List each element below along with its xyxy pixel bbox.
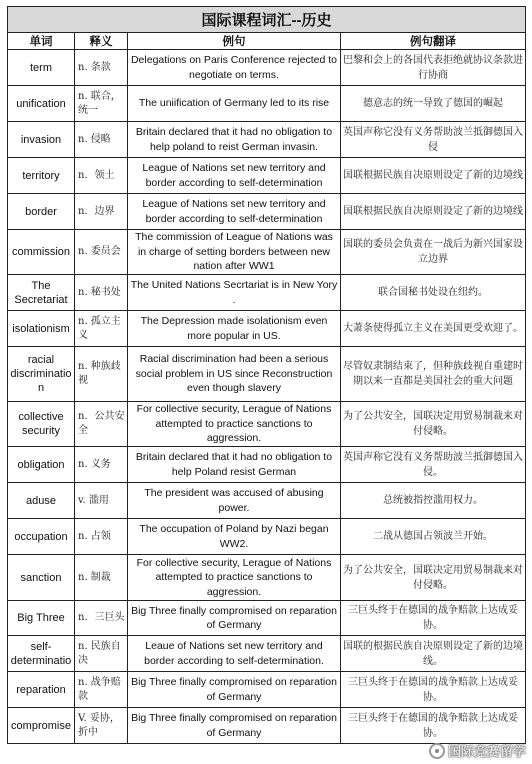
word-cell: occupation bbox=[8, 519, 75, 555]
translation-cell: 为了公共安全，国联决定用贸易制裁来对付侵略。 bbox=[341, 555, 526, 601]
example-cell: Big Three finally compromised on reparation of Germany bbox=[128, 672, 341, 708]
vocabulary-table bbox=[7, 6, 526, 744]
table-row bbox=[8, 347, 526, 402]
example-cell: Leaue of Nations set new territory and border according to self-determination. bbox=[128, 636, 341, 672]
table-row bbox=[8, 708, 526, 744]
pos-cell: n. 侵略 bbox=[75, 122, 128, 158]
example-cell: For collective security, Lerague of Nations attempted to practice sanctions to aggression. bbox=[128, 402, 341, 447]
pos-cell: n．三巨头 bbox=[75, 601, 128, 636]
table-row bbox=[8, 519, 526, 555]
word-cell: sanction bbox=[8, 555, 75, 601]
translation-cell: 尽管奴隶制结束了，但种族歧视自重建时期以来一直都是美国社会的重大问题 bbox=[341, 347, 526, 402]
pos-cell: n. 战争赔款 bbox=[75, 672, 128, 708]
word-cell: territory bbox=[8, 158, 75, 194]
pos-cell: n．领土 bbox=[75, 158, 128, 194]
example-cell: Britain declared that it had no obligation to help Poland resist German bbox=[128, 447, 341, 483]
header-word: 单词 bbox=[8, 33, 75, 50]
example-cell: Racial discrimination had been a serious social problem in US since Reconstruction even though slavery bbox=[128, 347, 341, 402]
translation-cell: 英国声称它没有义务帮助波兰抵御德国入侵 bbox=[341, 122, 526, 158]
title-row bbox=[8, 7, 526, 33]
translation-cell: 国联的委员会负责在一战后为新兴国家设立边界 bbox=[341, 230, 526, 275]
word-cell: racial discriminatio n bbox=[8, 347, 75, 402]
example-cell: Big Three finally compromised on reparation of Germany bbox=[128, 708, 341, 744]
translation-cell: 总统被指控滥用权力。 bbox=[341, 483, 526, 519]
word-cell: obligation bbox=[8, 447, 75, 483]
word-cell: aduse bbox=[8, 483, 75, 519]
table-row bbox=[8, 483, 526, 519]
word-cell: isolationism bbox=[8, 311, 75, 347]
watermark-text: 国际竞赛留学 bbox=[447, 745, 526, 760]
example-cell: The occupation of Poland by Nazi began WW2. bbox=[128, 519, 341, 555]
translation-cell: 巴黎和会上的各国代表拒绝就协议条款进行协商 bbox=[341, 50, 526, 86]
word-cell: compromise bbox=[8, 708, 75, 744]
word-cell: The Secretariat bbox=[8, 275, 75, 311]
pos-cell: n．公共安全 bbox=[75, 402, 128, 447]
example-cell: Britain declared that it had no obligation to help poland to reist German invasin. bbox=[128, 122, 341, 158]
pos-cell: n．边界 bbox=[75, 194, 128, 230]
example-cell: The Depression made isolationism even more popular in US. bbox=[128, 311, 341, 347]
word-cell: commission bbox=[8, 230, 75, 275]
pos-cell: n. 民族自决 bbox=[75, 636, 128, 672]
table-row bbox=[8, 636, 526, 672]
translation-cell: 三巨头终于在德国的战争赔款上达成妥协。 bbox=[341, 601, 526, 636]
table-row bbox=[8, 50, 526, 86]
table-row bbox=[8, 311, 526, 347]
example-cell: League of Nations set new territory and border according to self-determination bbox=[128, 158, 341, 194]
table-row bbox=[8, 194, 526, 230]
header-example: 例句 bbox=[128, 33, 341, 50]
translation-cell: 联合国秘书处设在纽约。 bbox=[341, 275, 526, 311]
translation-cell: 英国声称它没有义务帮助波兰抵御德国入侵。 bbox=[341, 447, 526, 483]
translation-cell: 三巨头终于在德国的战争赔款上达成妥协。 bbox=[341, 708, 526, 744]
pos-cell: n. 委员会 bbox=[75, 230, 128, 275]
pos-cell: n. 联合，统一 bbox=[75, 86, 128, 122]
word-cell: invasion bbox=[8, 122, 75, 158]
example-cell: Delegations on Paris Conference rejected to negotiate on terms. bbox=[128, 50, 341, 86]
word-cell: border bbox=[8, 194, 75, 230]
table-row bbox=[8, 672, 526, 708]
pos-cell: n. 秘书处 bbox=[75, 275, 128, 311]
example-cell: Big Three finally compromised on reparation of Germany bbox=[128, 601, 341, 636]
translation-cell: 二战从德国占领波兰开始。 bbox=[341, 519, 526, 555]
word-cell: term bbox=[8, 50, 75, 86]
translation-cell: 国联根据民族自决原则设定了新的边境线 bbox=[341, 158, 526, 194]
translation-cell: 大萧条使得孤立主义在美国更受欢迎了。 bbox=[341, 311, 526, 347]
pos-cell: n. 义务 bbox=[75, 447, 128, 483]
page-title: 国际课程词汇--历史 bbox=[8, 7, 526, 33]
translation-cell: 国联的根据民族自决原则设定了新的边境线。 bbox=[341, 636, 526, 672]
translation-cell: 为了公共安全，国联决定用贸易制裁来对付侵略。 bbox=[341, 402, 526, 447]
pos-cell: n. 占领 bbox=[75, 519, 128, 555]
header-pos: 释义 bbox=[75, 33, 128, 50]
word-cell: collective security bbox=[8, 402, 75, 447]
table-row bbox=[8, 275, 526, 311]
vocabulary-sheet bbox=[7, 6, 525, 744]
translation-cell: 三巨头终于在德国的战争赔款上达成妥协。 bbox=[341, 672, 526, 708]
example-cell: The United Nations Secrtariat is in New Yory . bbox=[128, 275, 341, 311]
pos-cell: n. 种族歧视 bbox=[75, 347, 128, 402]
table-row bbox=[8, 86, 526, 122]
pos-cell: n. 条款 bbox=[75, 50, 128, 86]
pos-cell: n. 制裁 bbox=[75, 555, 128, 601]
table-row bbox=[8, 402, 526, 447]
word-cell: reparation bbox=[8, 672, 75, 708]
word-cell: self-determinatio bbox=[8, 636, 75, 672]
word-cell: unification bbox=[8, 86, 75, 122]
header-row bbox=[8, 33, 526, 50]
watermark-logo-icon bbox=[429, 743, 445, 759]
table-row bbox=[8, 230, 526, 275]
table-row bbox=[8, 122, 526, 158]
pos-cell: v. 滥用 bbox=[75, 483, 128, 519]
table-row bbox=[8, 158, 526, 194]
example-cell: For collective security, Lerague of Nations attempted to practice sanctions to aggression. bbox=[128, 555, 341, 601]
example-cell: The uniification of Germany led to its rise bbox=[128, 86, 341, 122]
translation-cell: 德意志的统一导致了德国的崛起 bbox=[341, 86, 526, 122]
header-translation: 例句翻译 bbox=[341, 33, 526, 50]
example-cell: The president was accused of abusing power. bbox=[128, 483, 341, 519]
pos-cell: V. 妥协，折中 bbox=[75, 708, 128, 744]
pos-cell: n. 孤立主义 bbox=[75, 311, 128, 347]
word-cell: Big Three bbox=[8, 601, 75, 636]
table-row bbox=[8, 447, 526, 483]
translation-cell: 国联根据民族自决原则设定了新的边境线 bbox=[341, 194, 526, 230]
table-row bbox=[8, 601, 526, 636]
example-cell: League of Nations set new territory and border according to self-determination bbox=[128, 194, 341, 230]
watermark bbox=[429, 741, 526, 760]
example-cell: The commission of League of Nations was in charge of setting borders between new nation after WW1 bbox=[128, 230, 341, 275]
table-row bbox=[8, 555, 526, 601]
